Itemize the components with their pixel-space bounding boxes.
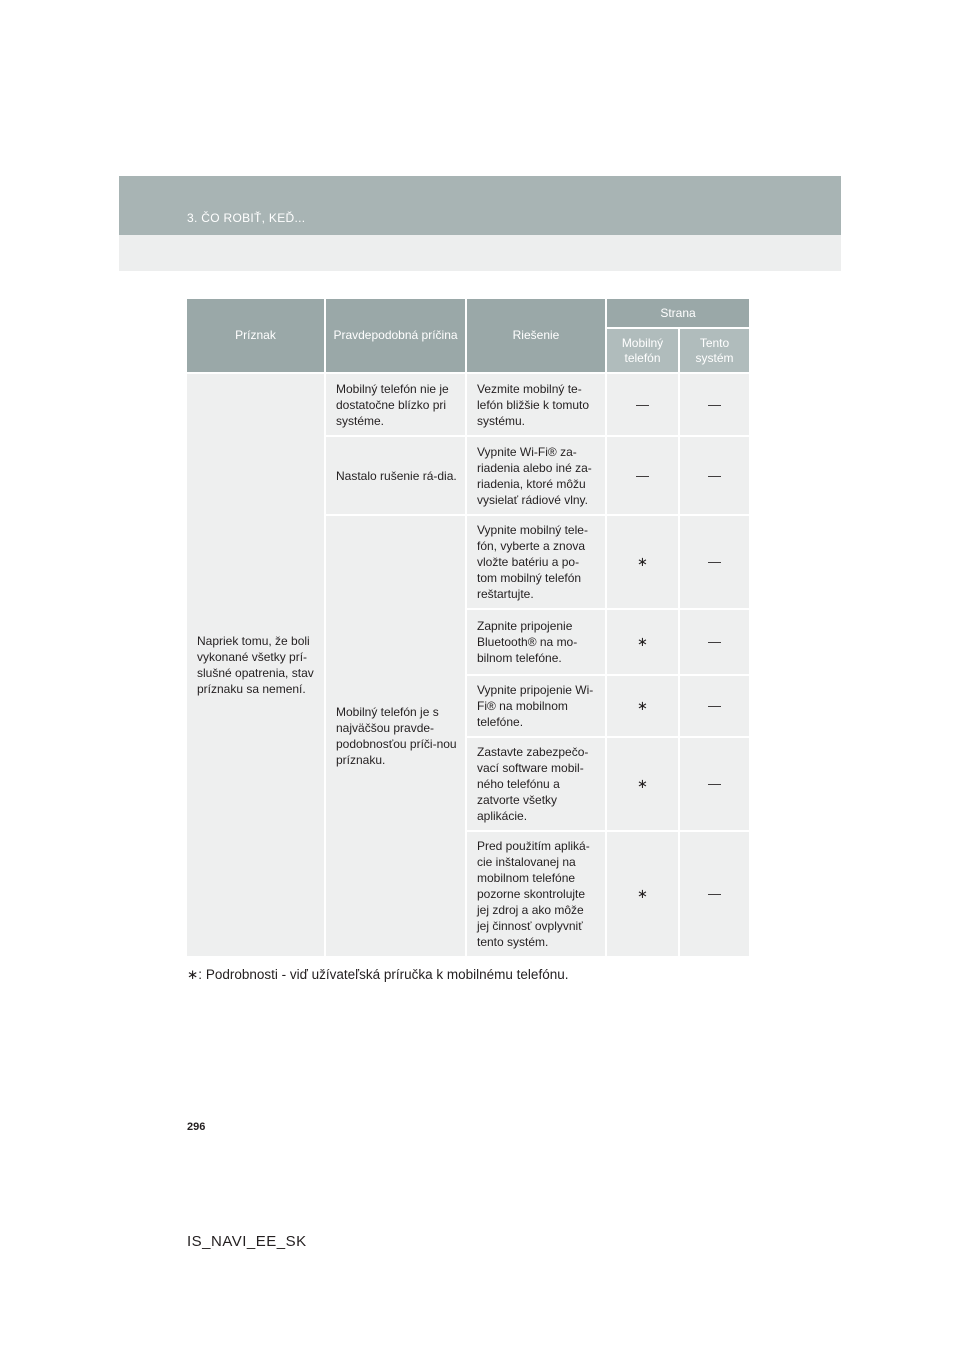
phone-page-cell: — [606, 436, 679, 515]
solution-cell: Vypnite pripojenie Wi-Fi® na mobilnom telefóne. [466, 675, 606, 737]
phone-page-cell: ∗ [606, 515, 679, 609]
system-page-cell: — [679, 515, 750, 609]
phone-page-cell: ∗ [606, 609, 679, 675]
footnote: ∗: Podrobnosti - viď užívateľská príručka k mobilnému telefónu. [187, 967, 569, 982]
header-cause: Pravdepodobná príčina [325, 299, 466, 373]
system-page-cell: — [679, 737, 750, 831]
header-solution: Riešenie [466, 299, 606, 373]
solution-cell: Vypnite mobilný tele-fón, vyberte a znova vložte batériu a po-tom mobilný telefón reštartujte. [466, 515, 606, 609]
phone-page-cell: ∗ [606, 675, 679, 737]
cause-cell: Mobilný telefón je s najväčšou pravde-podobnosťou príči-nou príznaku. [325, 515, 466, 957]
section-title: 3. ČO ROBIŤ, KEĎ... [187, 211, 306, 225]
phone-page-cell: ∗ [606, 737, 679, 831]
phone-page-cell: — [606, 373, 679, 436]
solution-cell: Vypnite Wi-Fi® za-riadenia alebo iné za-riadenia, ktoré môžu vysielať rádiové vlny. [466, 436, 606, 515]
solution-cell: Pred použitím apliká-cie inštalovanej na mobilnom telefóne pozorne skontrolujte jej zdroj a ako môže jej činnosť ovplyvniť tento systém. [466, 831, 606, 957]
header-band [119, 176, 841, 235]
header-page-phone: Mobilný telefón [606, 328, 679, 373]
cause-cell: Mobilný telefón nie je dostatočne blízko pri systéme. [325, 373, 466, 436]
solution-cell: Zastavte zabezpečo-vací software mobil-ného telefónu a zatvorte všetky aplikácie. [466, 737, 606, 831]
header-page-system: Tento systém [679, 328, 750, 373]
header-subband [119, 235, 841, 271]
document-code: IS_NAVI_EE_SK [187, 1233, 307, 1250]
table-row [187, 373, 750, 436]
solution-cell: Vezmite mobilný te-lefón bližšie k tomuto systému. [466, 373, 606, 436]
solution-cell: Zapnite pripojenie Bluetooth® na mo-bilnom telefóne. [466, 609, 606, 675]
page-number: 296 [187, 1121, 206, 1133]
system-page-cell: — [679, 373, 750, 436]
system-page-cell: — [679, 831, 750, 957]
symptom-cell: Napriek tomu, že boli vykonané všetky prí-slušné opatrenia, stav príznaku sa nemení. [187, 373, 325, 957]
phone-page-cell: ∗ [606, 831, 679, 957]
header-page: Strana [606, 299, 750, 328]
system-page-cell: — [679, 436, 750, 515]
troubleshooting-table [187, 299, 751, 958]
system-page-cell: — [679, 675, 750, 737]
cause-cell: Nastalo rušenie rá-dia. [325, 436, 466, 515]
system-page-cell: — [679, 609, 750, 675]
header-symptom: Príznak [187, 299, 325, 373]
